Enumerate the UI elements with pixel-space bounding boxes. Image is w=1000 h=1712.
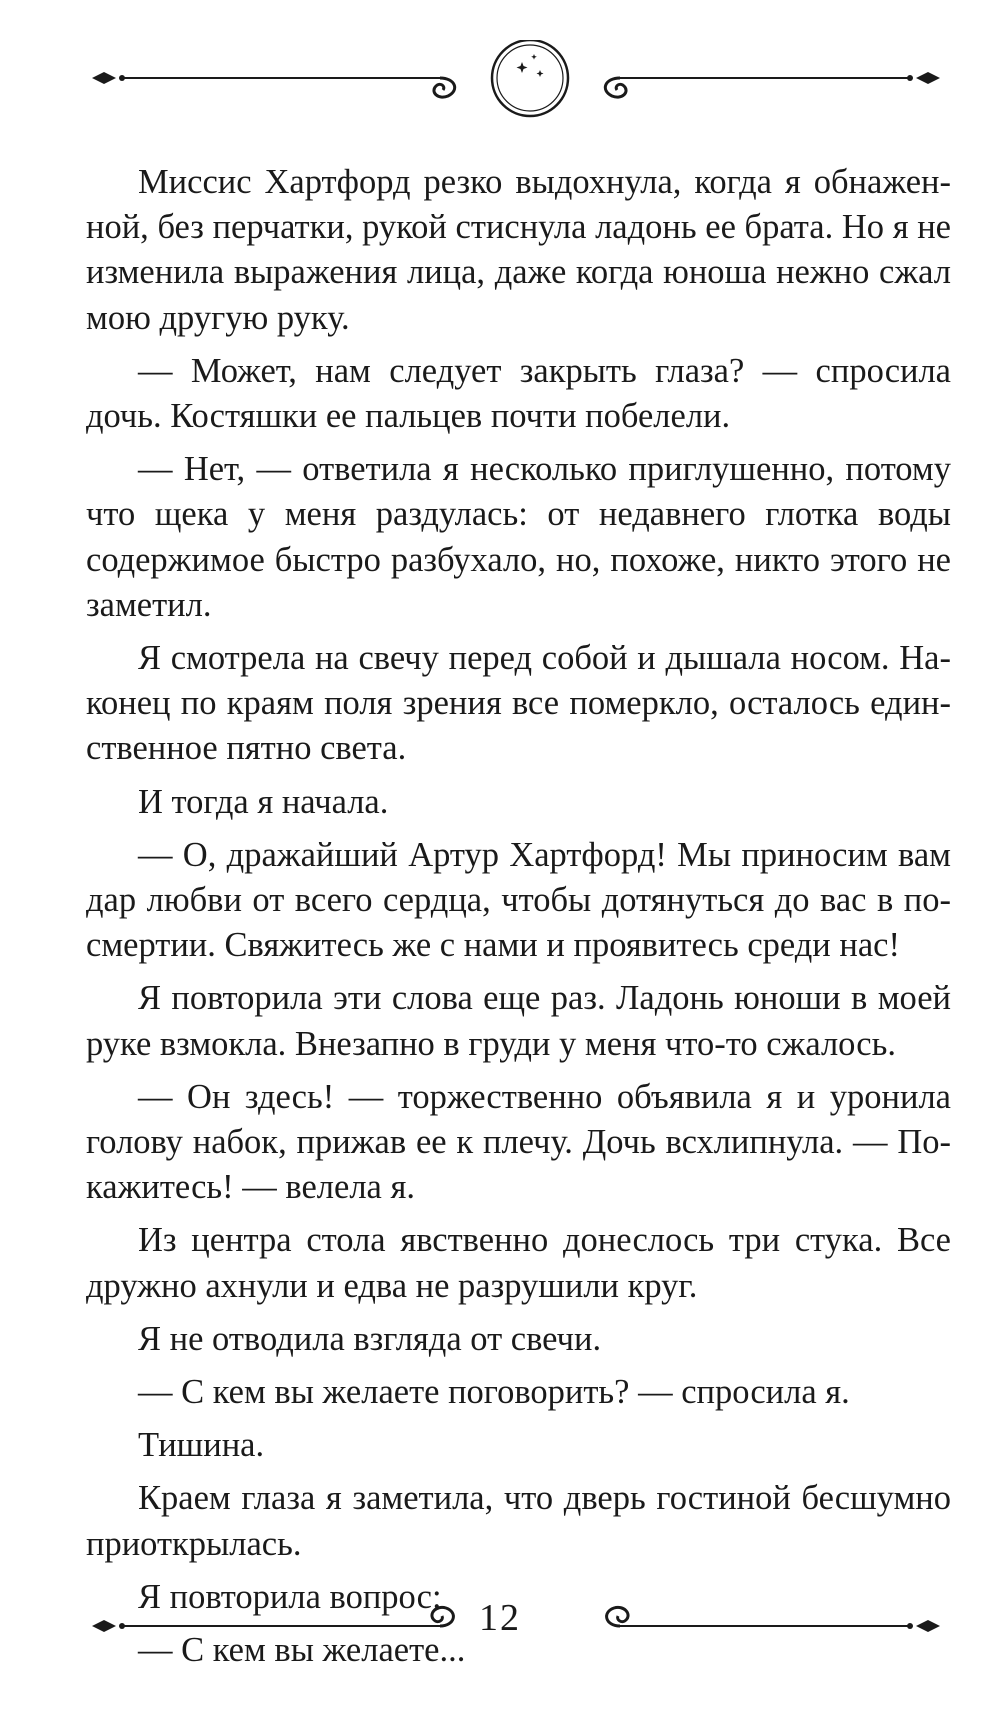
paragraph: Я смотрела на свечу перед собой и дышала носом. Наконец по краям поля зрения все померкло, осталось единственное пятно света. (86, 639, 951, 768)
paragraph: — Нет, — ответила я несколько приглушенно, потому что щека у меня раздулась: от недавнего глотка воды содержимое быстро разбухало, но, похоже, никто этого не заметил. (86, 450, 951, 624)
header-ornament (0, 40, 1000, 150)
paragraph: Из центра стола явственно донеслось три стука. Все дружно ахнули и едва не разрушили круг. (86, 1221, 951, 1305)
right-flourish-icon (605, 72, 940, 97)
paragraph: Я не отводила взгляда от свечи. (138, 1319, 602, 1358)
page-number: 12 (479, 1597, 521, 1639)
paragraph: — О, дражайший Артур Хартфорд! Мы приносим вам дар любви от всего сердца, чтобы дотянуться до вас в посмертии. Свяжитесь же с нами и проявитесь среди нас! (86, 835, 951, 965)
paragraph: Миссис Хартфорд резко выдохнула, когда я обнаженной, без перчатки, рукой стиснула ладонь ее брата. Но я не изменила выражения лица, даже когда юноша нежно сжал мою другую руку. (86, 163, 951, 337)
paragraph: Я повторила вопрос: (138, 1577, 442, 1616)
paragraph: Тишина. (138, 1426, 265, 1465)
paragraph: Краем глаза я заметила, что дверь гостиной бесшумно приоткрылась. (86, 1479, 951, 1563)
paragraph: — С кем вы желаете поговорить? — спросила я. (138, 1373, 850, 1412)
left-flourish-icon (92, 72, 455, 97)
body-text (86, 160, 951, 1681)
paragraph: — С кем вы желаете... (138, 1631, 466, 1670)
paragraph: И тогда я начала. (138, 782, 389, 821)
paragraph: — Он здесь! — торжественно объявила я и уронила голову набок, прижав ее к плечу. Дочь всхлипнула. — Покажитесь! — велела я. (86, 1077, 951, 1207)
paragraph: Я повторила эти слова еще раз. Ладонь юноши в моей руке взмокла. Внезапно в груди у меня что-то сжалось. (86, 979, 951, 1063)
paragraph: — Может, нам следует закрыть глаза? — спросила дочь. Костяшки ее пальцев почти побелели. (86, 351, 951, 436)
moon-star-emblem (492, 40, 568, 116)
